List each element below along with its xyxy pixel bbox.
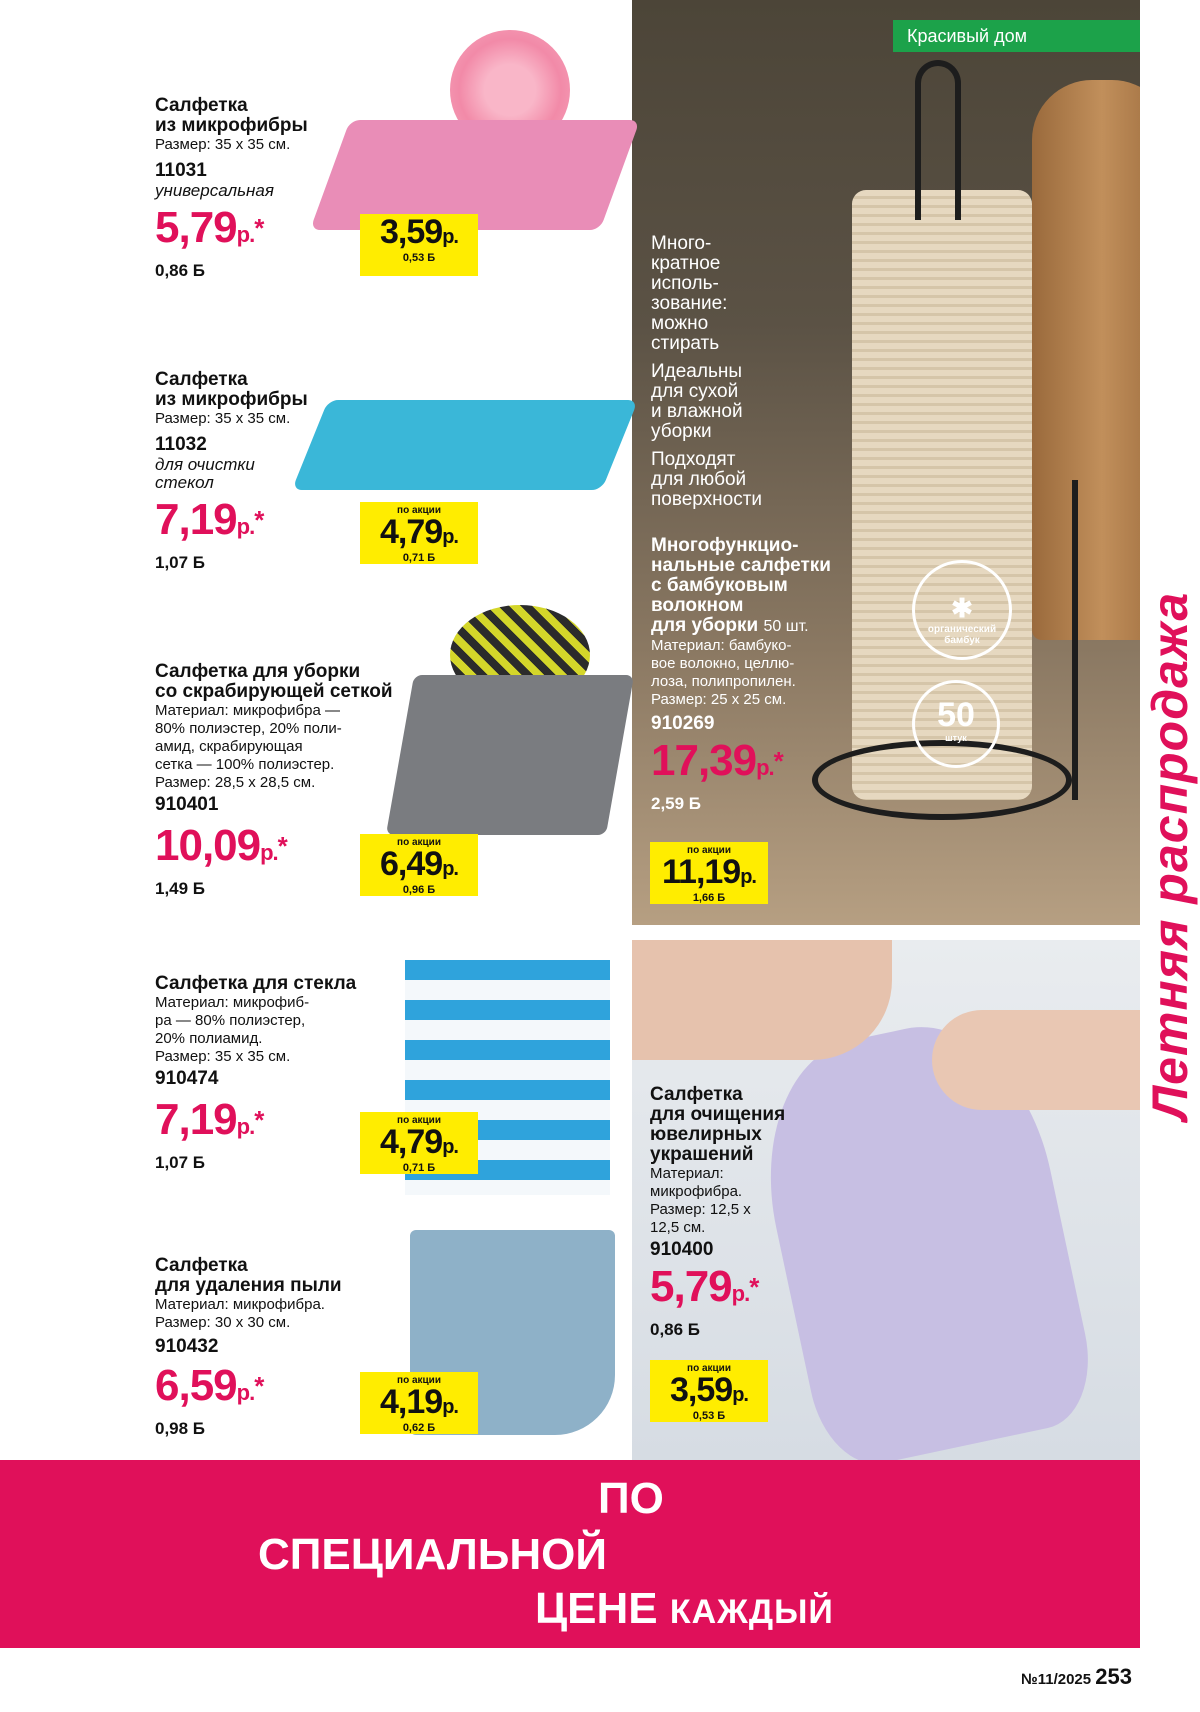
- product-points: 1,07 Б: [155, 553, 206, 572]
- blue-cloth-image: [292, 400, 638, 490]
- section-tag: Красивый дом: [893, 20, 1140, 52]
- cutting-board-image: [1032, 80, 1140, 640]
- product-points: 1,49 Б: [155, 879, 206, 898]
- promo-unit: р.: [442, 226, 458, 248]
- promo-price: 3,59: [670, 1371, 733, 1409]
- product-title-line: Салфетка: [650, 1084, 743, 1105]
- product-title-line: для удаления пыли: [155, 1275, 342, 1296]
- price-value: 17,39: [651, 736, 757, 785]
- product-sku: 910400: [650, 1239, 714, 1260]
- promo-unit: р.: [740, 866, 756, 888]
- product-variant: стекол: [155, 473, 214, 492]
- issue-number: №11/2025: [1020, 1671, 1092, 1688]
- promo-unit: р.: [442, 1396, 458, 1418]
- hand-right-image: [932, 1010, 1140, 1110]
- product-desc: Размер: 35 x 35 см.: [155, 1048, 291, 1065]
- grey-cloth-image: [386, 675, 634, 835]
- feature-line: Идеальны: [651, 361, 743, 382]
- promo-label: по акции: [687, 1363, 731, 1374]
- product-910432: [155, 1256, 342, 1439]
- side-banner: [1140, 0, 1200, 1712]
- promo-points: 0,71 Б: [402, 552, 436, 564]
- product-desc: ра — 80% полиэстер,: [155, 1012, 306, 1029]
- feature-line: зование:: [651, 293, 728, 314]
- product-desc: амид, скрабирующая: [155, 738, 303, 755]
- product-title-line: волокном: [651, 595, 744, 616]
- promo-points: 0,53 Б: [692, 1410, 726, 1422]
- price-value: 7,19: [155, 1095, 237, 1144]
- bamboo-icon: ✱: [951, 593, 973, 623]
- product-910474: [155, 974, 356, 1173]
- product-title-line: для уборки: [651, 615, 759, 636]
- count-stamp-unit: штук: [945, 733, 967, 743]
- product-910400: [650, 1085, 785, 1340]
- product-sku: 910269: [651, 713, 715, 734]
- product-price: 6,59р.*: [155, 1361, 264, 1410]
- promo-unit: р.: [442, 1136, 458, 1158]
- product-title-line: с бамбуковым: [651, 575, 788, 596]
- product-title-line: Многофункцио-: [651, 535, 799, 556]
- product-variant: для очистки: [155, 455, 255, 474]
- product-desc: Размер: 28,5 x 28,5 см.: [155, 774, 316, 791]
- price-value: 5,79: [155, 203, 237, 252]
- promo-label: по акции: [687, 845, 731, 856]
- product-desc: 20% полиамид.: [155, 1030, 263, 1047]
- special-price-banner: [0, 1460, 1140, 1648]
- feature-line: для любой: [651, 469, 747, 490]
- product-11031: [155, 96, 308, 281]
- product-variant: универсальная: [155, 181, 274, 200]
- product-title-line: Салфетка: [155, 1255, 248, 1276]
- product-price: 7,19р.*: [155, 1095, 264, 1144]
- product-title: [155, 96, 308, 136]
- product-points: 0,86 Б: [650, 1320, 701, 1339]
- product-qty: 50 шт.: [763, 618, 809, 635]
- count-stamp: [912, 680, 1000, 768]
- price-unit: р.: [731, 1281, 750, 1306]
- feature-line: и влажной: [651, 401, 743, 422]
- price-value: 5,79: [650, 1262, 732, 1311]
- product-desc: сетка — 100% полиэстер.: [155, 756, 335, 773]
- product-price: 17,39р.*: [651, 736, 783, 785]
- promo-label: по акции: [397, 1115, 441, 1126]
- product-price: 5,79р.*: [650, 1262, 759, 1311]
- feature-line: поверхности: [651, 489, 763, 510]
- feature-line: для сухой: [651, 381, 739, 402]
- promo-points: 0,71 Б: [402, 1162, 436, 1174]
- promo-price: 4,19: [380, 1383, 443, 1421]
- product-desc: Размер: 30 x 30 см.: [155, 1314, 291, 1331]
- promo-points: 0,62 Б: [402, 1422, 436, 1434]
- product-price: 10,09р.*: [155, 821, 287, 870]
- product-desc: Размер: 25 x 25 см.: [651, 691, 787, 708]
- promo-badge: [360, 214, 478, 276]
- price-unit: р.: [756, 755, 774, 780]
- product-sku: 910401: [155, 794, 219, 815]
- promo-badge: [360, 834, 478, 896]
- promo-points: 1,66 Б: [692, 892, 726, 904]
- promo-label: по акции: [397, 1375, 441, 1386]
- product-910401: [155, 662, 393, 899]
- banner-word: КАЖДЫЙ: [669, 1593, 834, 1631]
- product-title-line: из микрофибры: [155, 115, 308, 136]
- price-value: 10,09: [155, 821, 261, 870]
- bamboo-stamp-text: органический бамбук: [927, 624, 997, 646]
- product-title-line: Салфетка для стекла: [155, 973, 357, 994]
- promo-price: 4,79: [380, 1123, 443, 1161]
- stand-hook-image: [915, 60, 961, 220]
- price-unit: р.: [260, 840, 278, 865]
- promo-label: по акции: [397, 837, 441, 848]
- promo-badge: [650, 842, 768, 904]
- promo-badge: [360, 502, 478, 564]
- product-sku: 910474: [155, 1068, 219, 1089]
- product-title-line: со скрабирующей сеткой: [155, 681, 393, 702]
- feature-block: [651, 234, 762, 354]
- feature-line: можно: [651, 313, 709, 334]
- feature-line: Подходят: [651, 449, 736, 470]
- price-unit: р.: [236, 514, 255, 539]
- feature-line: кратное: [651, 253, 721, 274]
- product-points: 2,59 Б: [651, 794, 702, 813]
- product-desc: Размер: 35 x 35 см.: [155, 136, 291, 153]
- product-title-line: нальные салфетки: [651, 555, 831, 576]
- price-value: 6,59: [155, 1361, 237, 1410]
- promo-badge: [650, 1360, 768, 1422]
- promo-unit: р.: [442, 526, 458, 548]
- promo-unit: р.: [732, 1384, 748, 1406]
- product-desc: Размер: 12,5 x: [650, 1201, 751, 1218]
- price-unit: р.: [236, 1380, 255, 1405]
- feature-line: уборки: [651, 421, 712, 442]
- product-desc: Материал: микрофибра —: [155, 702, 340, 719]
- product-11032: [155, 370, 308, 573]
- feature-line: стирать: [651, 333, 720, 354]
- banner-line: ПО: [598, 1474, 664, 1523]
- feature-line: исполь-: [651, 273, 719, 294]
- paper-towel-features: [651, 234, 762, 510]
- product-title-line: Салфетка: [155, 95, 248, 116]
- promo-unit: р.: [442, 858, 458, 880]
- product-910269: [651, 536, 831, 814]
- page-footer: [1021, 1664, 1132, 1690]
- price-unit: р.: [236, 222, 255, 247]
- promo-label: по акции: [397, 505, 441, 516]
- product-title-line: ювелирных: [650, 1124, 762, 1145]
- promo-price: 11,19: [662, 853, 741, 891]
- product-sku: 11032: [155, 434, 207, 455]
- product-points: 1,07 Б: [155, 1153, 206, 1172]
- product-desc: Материал: бамбуко-: [651, 637, 792, 654]
- product-price: 7,19р.*: [155, 495, 264, 544]
- product-title-line: из микрофибры: [155, 389, 308, 410]
- product-points: 0,86 Б: [155, 261, 206, 280]
- product-desc: микрофибра.: [650, 1183, 743, 1200]
- promo-points: 0,53 Б: [402, 252, 436, 264]
- price-unit: р.: [236, 1114, 255, 1139]
- product-desc: лоза, полипропилен.: [651, 673, 796, 690]
- price-value: 7,19: [155, 495, 237, 544]
- product-desc: Материал: микрофибра.: [155, 1296, 325, 1313]
- promo-price: 6,49: [380, 845, 443, 883]
- count-stamp-number: 50: [937, 696, 975, 734]
- feature-line: Много-: [651, 233, 712, 254]
- bamboo-stamp: [912, 560, 1012, 660]
- promo-badge: [360, 1372, 478, 1434]
- product-title-line: украшений: [650, 1144, 754, 1165]
- product-sku: 11031: [155, 160, 207, 181]
- banner-line: [535, 1584, 834, 1637]
- promo-price: 4,79: [380, 513, 443, 551]
- product-desc: вое волокно, целлю-: [651, 655, 795, 672]
- promo-badge: [360, 1112, 478, 1174]
- product-desc: 12,5 см.: [650, 1219, 706, 1236]
- product-title-line: для очищения: [650, 1104, 786, 1125]
- product-desc: Материал: микрофиб-: [155, 994, 310, 1011]
- banner-line: СПЕЦИАЛЬНОЙ: [258, 1530, 607, 1579]
- side-banner-text: Летняя распродажа: [1142, 591, 1198, 1121]
- product-desc: 80% полиэстер, 20% поли-: [155, 720, 342, 737]
- promo-price: 3,59: [380, 213, 443, 251]
- stand-pole-image: [1072, 480, 1078, 800]
- product-title-line: Салфетка для уборки: [155, 661, 361, 682]
- product-price: 5,79р.*: [155, 203, 264, 252]
- banner-word: ЦЕНЕ: [535, 1584, 658, 1633]
- feature-block: [651, 362, 762, 442]
- product-sku: 910432: [155, 1336, 219, 1357]
- hand-left-image: [632, 940, 892, 1060]
- product-desc: Размер: 35 x 35 см.: [155, 410, 291, 427]
- promo-points: 0,96 Б: [402, 884, 436, 896]
- product-points: 0,98 Б: [155, 1419, 206, 1438]
- product-title-line: Салфетка: [155, 369, 248, 390]
- product-desc: Материал:: [650, 1165, 724, 1182]
- page-number: 253: [1095, 1664, 1132, 1689]
- feature-block: [651, 450, 762, 510]
